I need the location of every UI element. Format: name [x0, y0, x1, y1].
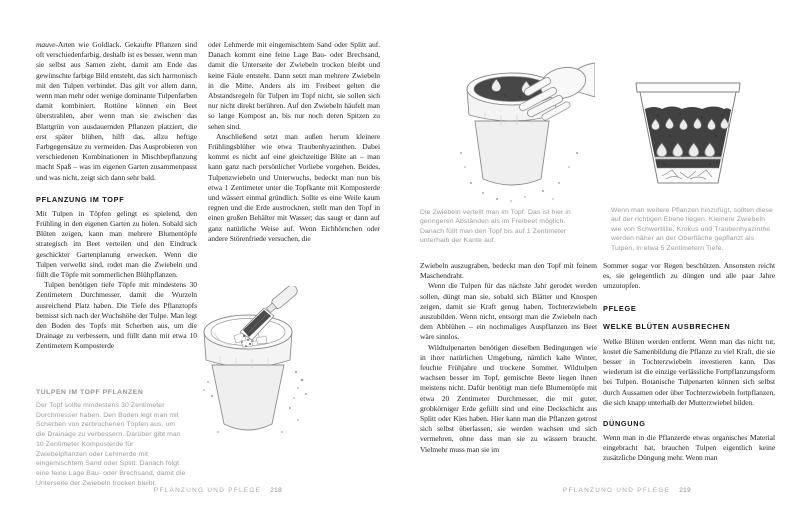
section-heading-pflanzung-im-topf: PFLANZUNG IM TOPF — [36, 194, 125, 204]
pot-cross-section-illustration — [628, 80, 748, 192]
body-paragraph: Wildtulpenarten benötigen dieselben Bedingungen wie in ihrer natürlichen Umgebung, nämlich kalte Winter, feuchte Frühjahre und trockene Sommer. Wildtulpen wachsen besser im Topf, gemischte Beete liegen ihnen meistens nicht. Dafür benötigt man tiefe Blumentöpfe mit etwa 20 Zentimeter Durchmesser, die mit guter, grobkörniger Erde gefüllt sind und eine Deckschicht aus Splitt oder Kies haben. Hier kann man die Pflanzen getrost sich selbst überlassen, sie werden wachsen und sich vermehren, ohne dass man sie zu wässern braucht. Vielmehr muss man sie im — [420, 342, 597, 454]
pot-cross-section-drawing — [628, 80, 748, 192]
caption-heading: TULPEN IM TOPF PFLANZEN — [36, 389, 144, 396]
left-col1-text — [36, 40, 197, 385]
section-heading-duengung: DÜNGUNG — [603, 419, 646, 429]
body-paragraph: Wenn die Tulpen für das nächste Jahr gerodet werden sollen, düngt man sie, sobald sich Blätter und Knospen zeigen, damit sie Kraft genug haben, Tochterzwiebeln auszubilden. Wenn nicht, entsorgt man die Zwiebeln nach dem Abblühen – ein nochmaliges Auspflanzen ins Beet wäre sinnlos. — [420, 281, 597, 342]
body-paragraph: Mit Tulpen in Töpfen gelingt es spielend, den Frühling in den eigenen Garten zu holen. Sobald sich Blüten zeigen, kann man mehrere Blumentöpfe strategisch im Beet verteilen und den Eindruck geschickter Gartenplanung erwecken. Wenn die Tulpen verwelkt sind, rodet man die Zwiebeln und füllt die Töpfe mit sommerlichen Blühpflanzen. — [36, 208, 197, 280]
species-name-italic: mauve — [36, 40, 56, 49]
body-paragraph: oder Lehmerde mit eingemischtem Sand oder Splitt auf. Danach kommt eine feine Lage Bau- oder Brechsand, damit die Unterseite der Zwiebeln trocken bleibt und keine Fäule entsteht. Dann setzt man mehrere Zwiebeln in die Mitte. Anders als im Freibeet gelten die Abstandsregeln für Tulpen im Topf nicht, sie sollen sich nur nicht direkt berühren. Auf den Zwiebeln häufelt man so lange Kompost an, bis nur noch deren Spitzen zu sehen sind. — [208, 40, 380, 131]
footer-running-title: PFLANZUNG UND PFLEGE — [153, 487, 262, 494]
body-paragraph: Welke Blüten werden entfernt. Wenn man das nicht tut, kostet die Samenbildung die Pflanze zu viel Kraft, die sie besser in Tochterzwiebeln investieren kann. Das wiederum ist die einzige verlässliche Fortpflanzungsform bei Tulpen. Botanische Tulpenarten können sich selbst durch Aussamen oder über Tochterzwiebeln fortpflanzen, die sich knapp unterhalb der Mutterzwiebel bilden. — [603, 336, 775, 407]
hand-planting-drawing — [435, 55, 595, 205]
caption-hand-planting: Die Zwiebeln verteilt man im Topf. Das ist hier in geringeren Abständen als im Freibeet möglich. Danach füllt man den Topf bis auf 1 Zentimeter unterhalb der Kante auf. — [420, 209, 571, 245]
hand-drawing — [523, 63, 595, 117]
drainage-shards-drawing — [657, 168, 719, 181]
body-paragraph: Anschließend setzt man außen herum kleinere Frühlingsblüher wie etwa Traubenhyazinthen. Dabei kommt es nicht auf eine gleichzeitige Blüte an – man kann ganz nach persönlicher Vorliebe vorgehen. Beides, Tulpenzwiebeln und Unterwuchs, bedeckt man nun bis etwa 1 Zentimeter unter die Topfkante mit Komposterde und wässert einmal gründlich. Sollte es eine Weile kaum regnen und die Erde austrocknen, stellt man den Topf in einen großen Behälter mit Wasser; das saugt er dann auf ganz natürliche Weise auf. Wenn Eichhörnchen oder andere Störenfriede versuchen, die — [208, 131, 380, 243]
section-heading-pflege: PFLEGE — [603, 303, 637, 313]
hand-planting-illustration — [435, 55, 595, 205]
page-number: 219 — [679, 487, 692, 494]
section-heading-welke-blueten: WELKE BLÜTEN AUSBRECHEN — [603, 321, 731, 331]
body-paragraph: Zwiebeln auszugraben, bedeckt man den Topf mit feinem Maschendraht. — [420, 261, 597, 281]
trowel-pot-drawing — [198, 286, 313, 448]
page-footer — [18, 487, 418, 494]
body-paragraph — [36, 40, 197, 183]
body-paragraph: Sommer sogar vor Regen beschützen. Ansonsten reicht es, sie gelegentlich zu düngen und alle paar Jahre umzutopfen. — [603, 261, 775, 291]
left-caption-block — [36, 388, 186, 488]
right-col1-text — [420, 261, 597, 473]
footer-running-title: PFLANZUNG UND PFLEGE — [562, 487, 671, 494]
page-number: 218 — [270, 487, 283, 494]
caption-text: Der Topf sollte mindestens 30 Zentimeter Durchmesser haben. Den Boden legt man mit Scherben von zerbrochenen Töpfen aus, um die Drainage zu verbessern. Darüber gibt man 10 Zentimeter Komposterde für Zwiebelpflanzen oder Lehmerde mit eingemischtem Sand oder Splitt. Danach folgt eine feine Lage Bau- oder Brechsand, damit die Unterseite der Zwiebeln trocken bleibt. — [36, 402, 186, 487]
body-paragraph: Wenn man in die Pflanzerde etwas organisches Material eingebracht hat, brauchen Tulpen eigentlich keine zusätzliche Düngung mehr. Wenn man — [603, 433, 775, 463]
right-page — [400, 0, 800, 519]
right-col2-text — [603, 261, 775, 473]
body-paragraph: Tulpen benötigen tiefe Töpfe mit mindestens 30 Zentimetern Durchmesser, damit die Wurzeln ausreichend Platz haben. Die Tiefe des Pflanztopfs bemisst sich nach der Wuchshöhe der Tulpe. Man legt den Boden des Topfs mit Scherben aus, um die Drainage zu verbessern, und füllt dann mit etwa 10 Zentimetern Komposterde — [36, 280, 197, 351]
page-footer — [427, 487, 800, 494]
paragraph-text: -Arten wie Goldlack. Gekaufte Pflanzen sind oft verschiedenfarbig, deshalb ist es besser, wenn man sie selbst aus Samen zieht, damit am Ende das gewünschte farbige Bild entsteht, das sich harmonisch mit den Tulpen verbindet. Das gilt vor allem dann, wenn man mehr oder wenige dominante Tulpenfarben damit kombiniert. Rottöne können ein Beet überstrahlen, aber wenn man sie zwischen das Blattgrün von ausdauernden Pflanzen platziert, die erst später blühen, hilft das, allzu heftige Farbgegensätze zu vermeiden. Das Ausprobieren von verschiedenen Kombinationen in Mischbepflanzung macht Spaß – was im eigenen Garten zusammenpasst und was nicht, zeigt sich dann sehr bald. — [36, 40, 197, 182]
trowel-pot-illustration — [198, 286, 313, 448]
caption-cross-section: Wenn man weitere Pflanzen hinzufügt, sollten diese auf der richtigen Ebene liegen. Kleinere Zwiebeln wie von Schwertlilie, Krokus und Traubenhyazinthe werden näher an der Oberfläche gepflanzt als Tulpen, in etwa 5 Zentimetern Tiefe. — [611, 207, 773, 252]
left-col2-text — [208, 40, 380, 282]
